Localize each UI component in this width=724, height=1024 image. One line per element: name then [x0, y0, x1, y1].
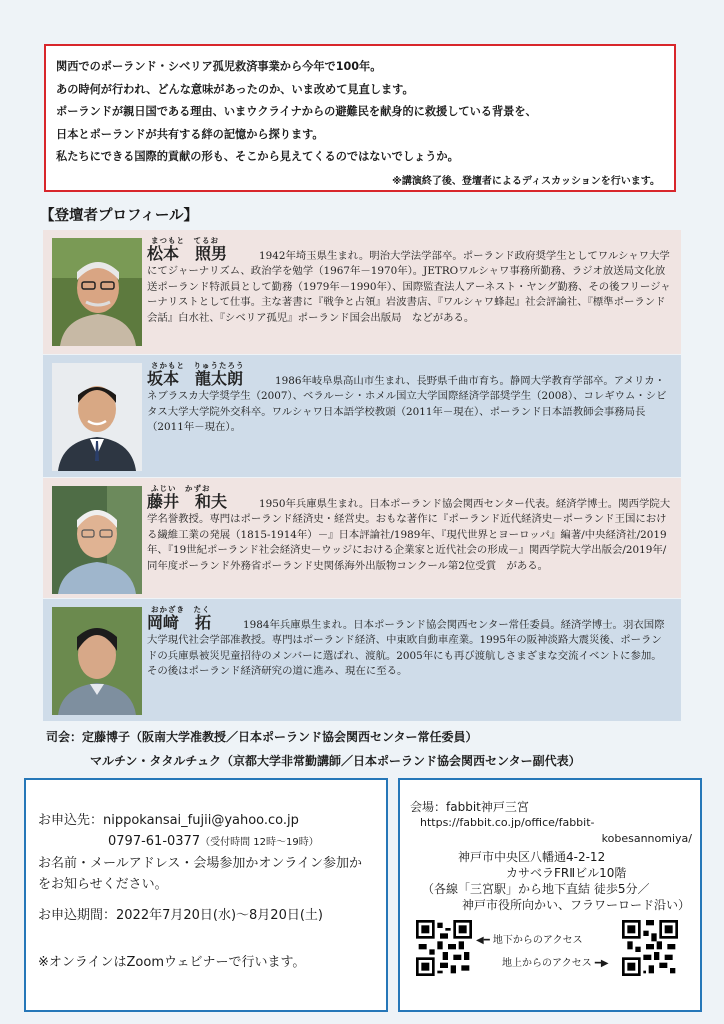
speaker-name: 藤井 和夫 [147, 492, 228, 511]
speaker-card-matsumoto [43, 230, 681, 354]
application-phone: 0797-61-0377 [108, 834, 201, 849]
venue-label: 会場：fabbit神戸三宮 [410, 800, 529, 814]
speaker-name: 坂本 龍太朗 [147, 369, 244, 388]
application-instructions: をお知らせください。 [38, 877, 168, 892]
speaker-bio: 1984年兵庫県生まれ。日本ポーランド協会関西センター常任委員。経済学博士。羽衣国際大学現代社会学部准教授。専門はポーランド経済、中東欧自動車産業。1995年の阪神淡路大震災後、ポーランドの兵庫県被災児童招待のメンバーに選ばれ、渡航。2005年にも再び渡航しさまざまな交流イベントに参加。その後はポーランド経済研究の道に進み、現在に至る。 [147, 619, 665, 678]
speaker-name: 岡﨑 拓 [147, 613, 212, 632]
moderator-line: 司会：定藤博子（阪南大学准教授／日本ポーランド協会関西センター常任委員） [46, 730, 478, 744]
ground-access-label: 地上からのアクセス ━▶ [502, 958, 609, 969]
application-period: お申込期間：2022年7月20日(水)～8月20日(土) [38, 908, 323, 923]
speaker-ruby: おかざき たく [151, 605, 211, 614]
application-instructions: お名前・メールアドレス・会場参加かオンライン参加か [38, 856, 362, 871]
venue-access: 神戸市役所向かい、フラワーロード沿い） [462, 898, 691, 912]
speaker-ruby: まつもと てるお [151, 236, 219, 245]
speaker-card-okazaki [43, 599, 681, 721]
speaker-photo [52, 486, 142, 594]
speaker-card-sakamoto [43, 355, 681, 477]
speaker-ruby: ふじい かずお [151, 484, 211, 493]
speaker-photo [52, 607, 142, 715]
speaker-card-fujii [43, 478, 681, 598]
venue-address: 神戸市中央区八幡通4-2-12 [458, 850, 606, 864]
intro-line: 日本とポーランドが共有する絆の記憶から探ります。 [56, 127, 324, 141]
application-box [24, 778, 388, 1012]
venue-url: https://fabbit.co.jp/office/fabbit- [420, 816, 595, 829]
intro-line: ポーランドが親日国である理由、いまウクライナからの避難民を献身的に救援している背景を、 [56, 105, 537, 118]
venue-building: カサベラFRⅡビル10階 [506, 866, 627, 880]
speaker-bio: 1950年兵庫県生まれ。日本ポーランド協会関西センター代表。経済学博士。関西学院大学名誉教授。専門はポーランド経済史・経営史。おもな著作に『ポーランド近代経済史－ポーランド王国における繊維工業の発展（1815-1914年）－』日本評論社/1989年、『現代世界とヨーロッパ』編著/中央経済社/2019年、『19世紀ポーランド社会経済史－ウッジにおける企業家と近代社会の形成－』関西学院大学出版会/2019年/同年度ポーランド外務省ポーランド史関係海外出版物コンクール第2位受賞 がある。 [147, 498, 671, 572]
speaker-photo [52, 363, 142, 471]
speaker-photo [52, 238, 142, 346]
intro-line: 私たちにできる国際的貢献の形も、そこから見えてくるのではないでしょうか。 [56, 150, 459, 163]
profile-heading: 【登壇者プロフィール】 [40, 208, 199, 224]
speaker-bio: 1942年埼玉県生まれ。明治大学法学部卒。ポーランド政府奨学生としてワルシャワ大学にてジャーナリズム、政治学を勉学（1967年－1970年）。JETROワルシャワ事務所勤務、ラジオ放送局文化放送ポーランド特派員として勤務（1979年－1990年）、国際監査法人アーネスト・ヤング勤務、その後フリージャーナリストとして仕事。主な著書に『戦争と占領』岩波書店、『ワルシャワ蜂起』社会評論社、『標準ポーランド会話』白水社、『シベリア孤児』ポーランド国会出版局 などがある。 [147, 250, 671, 324]
qr-code-ground[interactable] [622, 920, 678, 976]
speaker-bio: 1986年岐阜県高山市生まれ、長野県千曲市育ち。静岡大学教育学部卒。アメリカ・ネブラスカ大学奨学生（2007）、ベラルーシ・ホメル国立大学国際経済学部奨学生（2008）、コレギウム・シビタス大学大学院外交科卒。ワルシャワ日本語学校教頭（2011年－現在）、ポーランド日本語教師会事務局長（2011年－現在）。 [147, 375, 667, 434]
underground-access-label: ◀━ 地下からのアクセス [476, 935, 583, 946]
phone-hours: （受付時間 12時～19時） [200, 837, 319, 848]
intro-line: 関西でのポーランド・シベリア孤児救済事業から今年で100年。 [56, 60, 382, 73]
application-email: お申込先：nippokansai_fujii@yahoo.co.jp [38, 813, 299, 828]
discussion-note: ※講演終了後、登壇者によるディスカッションを行います。 [392, 175, 660, 187]
intro-box [44, 44, 676, 192]
speaker-ruby: さかもと りゅうたろう [151, 361, 245, 370]
qr-code-underground[interactable] [416, 920, 472, 976]
speaker-name: 松本 照男 [147, 244, 228, 263]
online-note: ※オンラインはZoomウェビナーで行います。 [38, 955, 306, 970]
venue-access: （各線「三宮駅」から地下直結 徒歩5分／ [422, 882, 650, 896]
venue-url: kobesannomiya/ [601, 832, 692, 845]
intro-line: あの時何が行われ、どんな意味があったのか、いま改めて見直します。 [56, 82, 414, 96]
moderator-line: マルチン・タタルチュク（京都大学非常勤講師／日本ポーランド協会関西センター副代表） [90, 754, 581, 768]
venue-box [398, 778, 702, 1012]
